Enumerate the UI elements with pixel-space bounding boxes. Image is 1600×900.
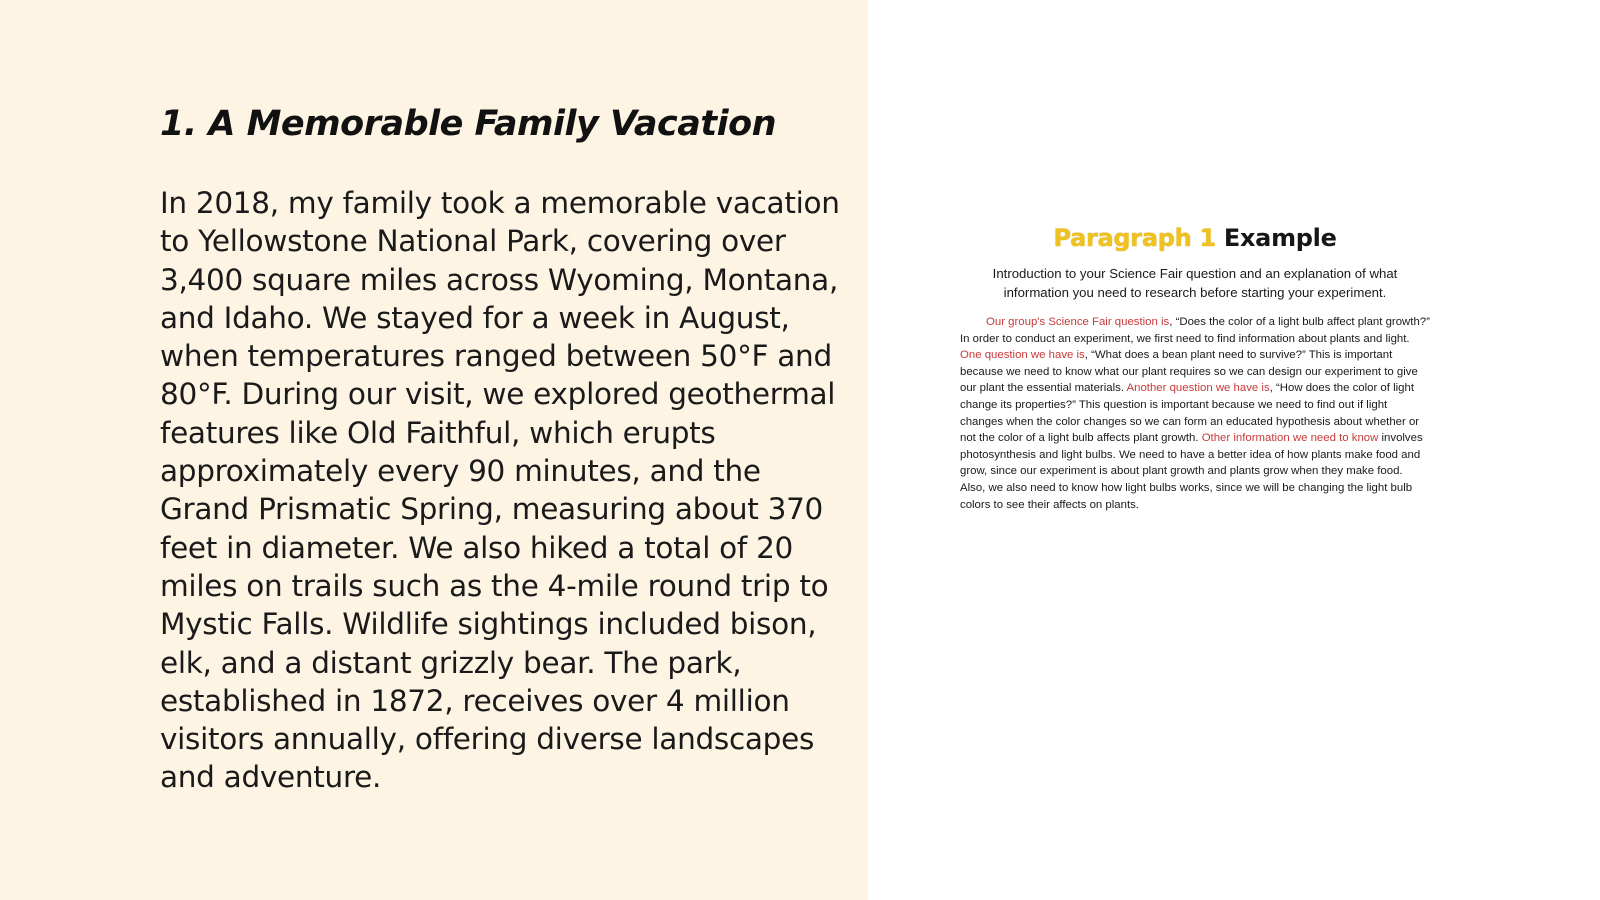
example-red-phrase-4: Other information we need to know bbox=[1201, 432, 1379, 445]
example-text-2: , “What does a bean plant need to survive?” This is important because we need to know what our plant requires so we can design our experiment to give our plant the essential materials. bbox=[960, 349, 1418, 395]
example-red-phrase-3: Another question we have is bbox=[1126, 382, 1270, 395]
example-text-1: , “Does the color of a light bulb affect plant growth?” In order to conduct an experiment, we first need to find information about plants and light. bbox=[960, 316, 1430, 345]
example-heading bbox=[960, 222, 1430, 254]
example-red-phrase-1: Our group's Science Fair question is bbox=[986, 316, 1170, 328]
example-red-phrase-2: One question we have is bbox=[960, 349, 1085, 362]
example-intro: Introduction to your Science Fair question and an explanation of what information you need to research before starting your experiment. bbox=[992, 266, 1398, 300]
example-heading-rest: Example bbox=[1215, 224, 1337, 252]
body-paragraph: In 2018, my family took a memorable vacation to Yellowstone National Park, covering over 3,400 square miles across Wyoming, Montana, and Idaho. We stayed for a week in August, when temperatures ranged between 50°F and 80°F. During our visit, we explored geothermal features like Old Faithful, which erupts approximately every 90 minutes, and the Grand Prismatic Spring, measuring about 370 feet in diameter. We also hiked a total of 20 miles on trails such as the 4-mile round trip to Mystic Falls. Wildlife sightings included bison, elk, and a distant grizzly bear. The park, established in 1872, receives over 4 million visitors annually, offering diverse landscapes and adventure. bbox=[160, 186, 840, 795]
example-paragraph bbox=[960, 314, 1430, 513]
slide-title: 1. A Memorable Family Vacation bbox=[160, 104, 777, 144]
example-text-3: , “How does the color of light change its properties?” This question is important because we need to find out if light changes when the color changes so we can form an educated hypothesis about whether or not the color of a light bulb affects plant growth. bbox=[960, 382, 1420, 445]
example-heading-highlight: Paragraph 1 bbox=[1053, 224, 1216, 252]
example-image bbox=[960, 222, 1430, 513]
example-text-4: involves photosynthesis and light bulbs. We need to have a better idea of how plants make food and grow, since our experiment is about plant growth and plants grow when they make food. Also, we also need to know how light bulbs works, since we will be changing the light bulb colors to see their affects on plants. bbox=[960, 432, 1423, 511]
